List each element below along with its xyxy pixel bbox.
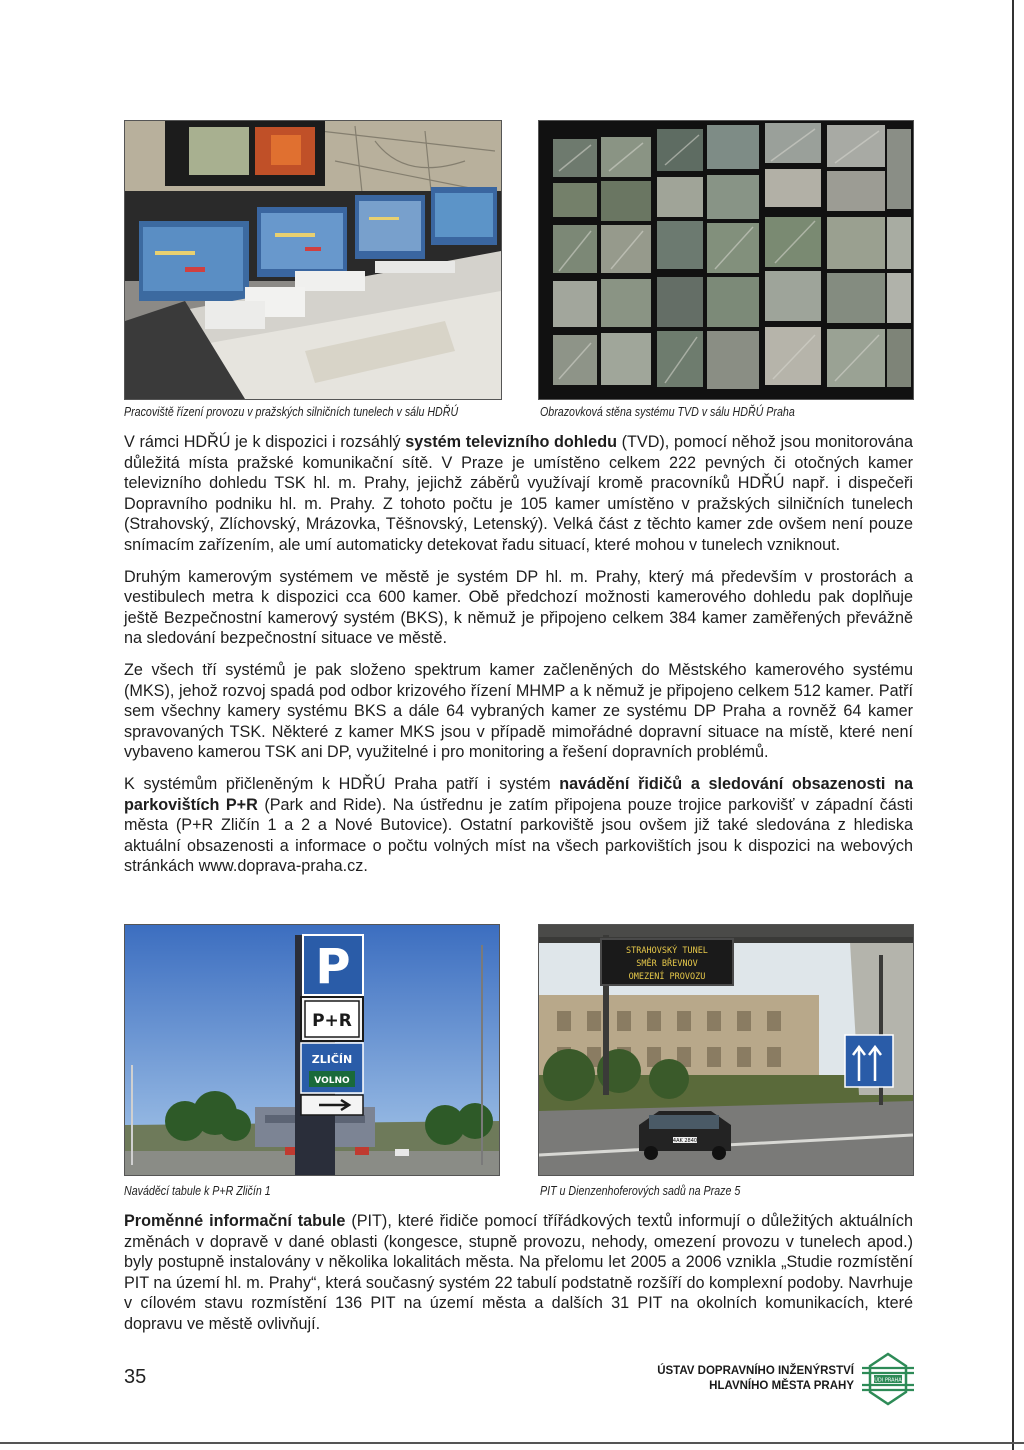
page-edge-right bbox=[1012, 0, 1014, 1450]
pit-line-2: SMĚR BŘEVNOV bbox=[636, 959, 698, 969]
pit-line-3: OMEZENÍ PROVOZU bbox=[628, 972, 706, 982]
photo-video-wall bbox=[538, 120, 914, 400]
paragraph-park-ride bbox=[124, 774, 913, 877]
paragraph-tvd bbox=[124, 432, 913, 556]
paragraph-park-ride-bold: navádění řidičů a sledování obsazenosti na parkovištích P+R bbox=[124, 774, 913, 814]
logo-label: ÚDI PRAHA bbox=[874, 1377, 902, 1384]
caption-photo-3: Naváděcí tabule k P+R Zličín 1 bbox=[124, 1183, 271, 1198]
organization-name bbox=[657, 1364, 854, 1394]
photo-control-room bbox=[124, 120, 502, 400]
paragraph-tvd-rest: (TVD), pomocí něhož jsou monitorována důležitá místa pražské komunikační sítě. V Praze je umístěno celkem 222 pevných či otočných kamer televizního dohledu TSK hl. m. Prahy, jejichž záběrů využívají kromě pracovníků HDŘÚ např. i dispečeři Dopravního podniku hl. m. Prahy. Z tohoto počtu je 105 kamer umístěno v pražských silničních tunelech (Strahovský, Zlíchovský, Mrázovka, Těšnovský, Letenský). Velká část z těchto kamer zde ovšem není pouze snímacím zařízením, ale umí automaticky detekovat řadu situací, které mohou v tunelech vzniknout. bbox=[124, 433, 913, 554]
text-block-pit bbox=[124, 1211, 913, 1335]
paragraph-park-ride-rest: (Park and Ride). Na ústřednu je zatím připojena pouze trojice parkovišť v západní části města (P+R Zličín 1 a 2 a Nové Butovice). Ostatní parkoviště jsou ovšem již také sledována z hlediska aktuální obsazenosti a informace o počtu volných míst na všech parkovištích jsou k dispozici na webových stránkách www.doprava-praha.cz. bbox=[124, 795, 913, 876]
text-block-main bbox=[124, 432, 913, 877]
paragraph-pit-rest: (PIT), které řidiče pomocí třířádkových textů informují o důležitých aktuálních změnách v dopravě v dané oblasti (kongesce, stupně provozu, nehody, omezení provozu v tunelech apod.) byly postupně instalovány v několika lokalitách města. Na přelomu let 2005 a 2006 vznikla „Studie rozmístění PIT na území hl. m. Prahy“, která současný systém 22 tabulí podstatně rozšíří do komplexní podoby. Navrhuje v cílovém stavu rozmístění 136 PIT na území města a dalších 31 PIT na okolních komunikacích, které dopravu ve městě ovlivňují. bbox=[124, 1212, 913, 1333]
photo-pr-sign bbox=[124, 924, 500, 1176]
paragraph-park-ride-intro: K systémům přičleněným k HDŘÚ Praha patří i systém bbox=[124, 774, 560, 793]
caption-photo-1: Pracoviště řízení provozu v pražských silničních tunelech v sálu HDŘÚ bbox=[124, 404, 459, 419]
paragraph-mks: Ze všech tří systémů je pak složeno spektrum kamer začleněných do Městského kamerového systému (MKS), jehož rozvoj spadá pod odbor krizového řízení MHMP a k němuž je připojeno celkem 512 kamer. Patří sem všechny kamery systému BKS a dále 64 vybraných kamer ze systému DP Praha a rovněž 64 kamer spravovaných TSK. Některé z kamer MKS jsou v případě mimořádné dopravní situace na místě, které není vybaveno kamerou TSK ani DP, využitelné i pro monitoring a řešení dopravních problémů. bbox=[124, 660, 913, 762]
caption-photo-4: PIT u Dienzenhoferových sadů na Praze 5 bbox=[540, 1183, 741, 1198]
page-number: 35 bbox=[124, 1366, 147, 1388]
page-edge-bottom bbox=[0, 1442, 1024, 1444]
sign-zlicin-text: ZLIČÍN bbox=[311, 1053, 353, 1066]
udi-logo-icon bbox=[862, 1352, 914, 1406]
paragraph-tvd-intro: V rámci HDŘÚ je k dispozici i rozsáhlý bbox=[124, 433, 406, 451]
organization-line-1: ÚSTAV DOPRAVNÍHO INŽENÝRSTVÍ bbox=[657, 1365, 854, 1377]
organization-line-2: HLAVNÍHO MĚSTA PRAHY bbox=[709, 1380, 854, 1392]
sign-pr-text: P+R bbox=[312, 1011, 352, 1031]
caption-photo-2: Obrazovková stěna systému TVD v sálu HDŘÚ Praha bbox=[540, 404, 795, 419]
paragraph-pit bbox=[124, 1211, 913, 1335]
sign-volno-text: VOLNO bbox=[314, 1076, 350, 1086]
sign-p-text: P bbox=[315, 939, 351, 995]
paragraph-dp-bks: Druhým kamerovým systémem ve městě je systém DP hl. m. Prahy, který má především v prostorách a vestibulech metra k dispozici cca 600 kamer. Obě předchozí možnosti kamerového dohledu pak doplňuje ještě Bezpečnostní kamerový systém (BKS), k němuž je připojeno celkem 384 kamer zaměřených převážně na sledování bezpečnostní situace ve městě. bbox=[124, 567, 913, 648]
paragraph-pit-bold: Proměnné informační tabule bbox=[124, 1212, 346, 1230]
car-plate-text: 4AK 2840 bbox=[672, 1138, 698, 1144]
photo-pit-sign bbox=[538, 924, 914, 1176]
paragraph-tvd-bold: systém televizního dohledu bbox=[405, 433, 617, 451]
pit-line-1: STRAHOVSKÝ TUNEL bbox=[626, 946, 708, 956]
